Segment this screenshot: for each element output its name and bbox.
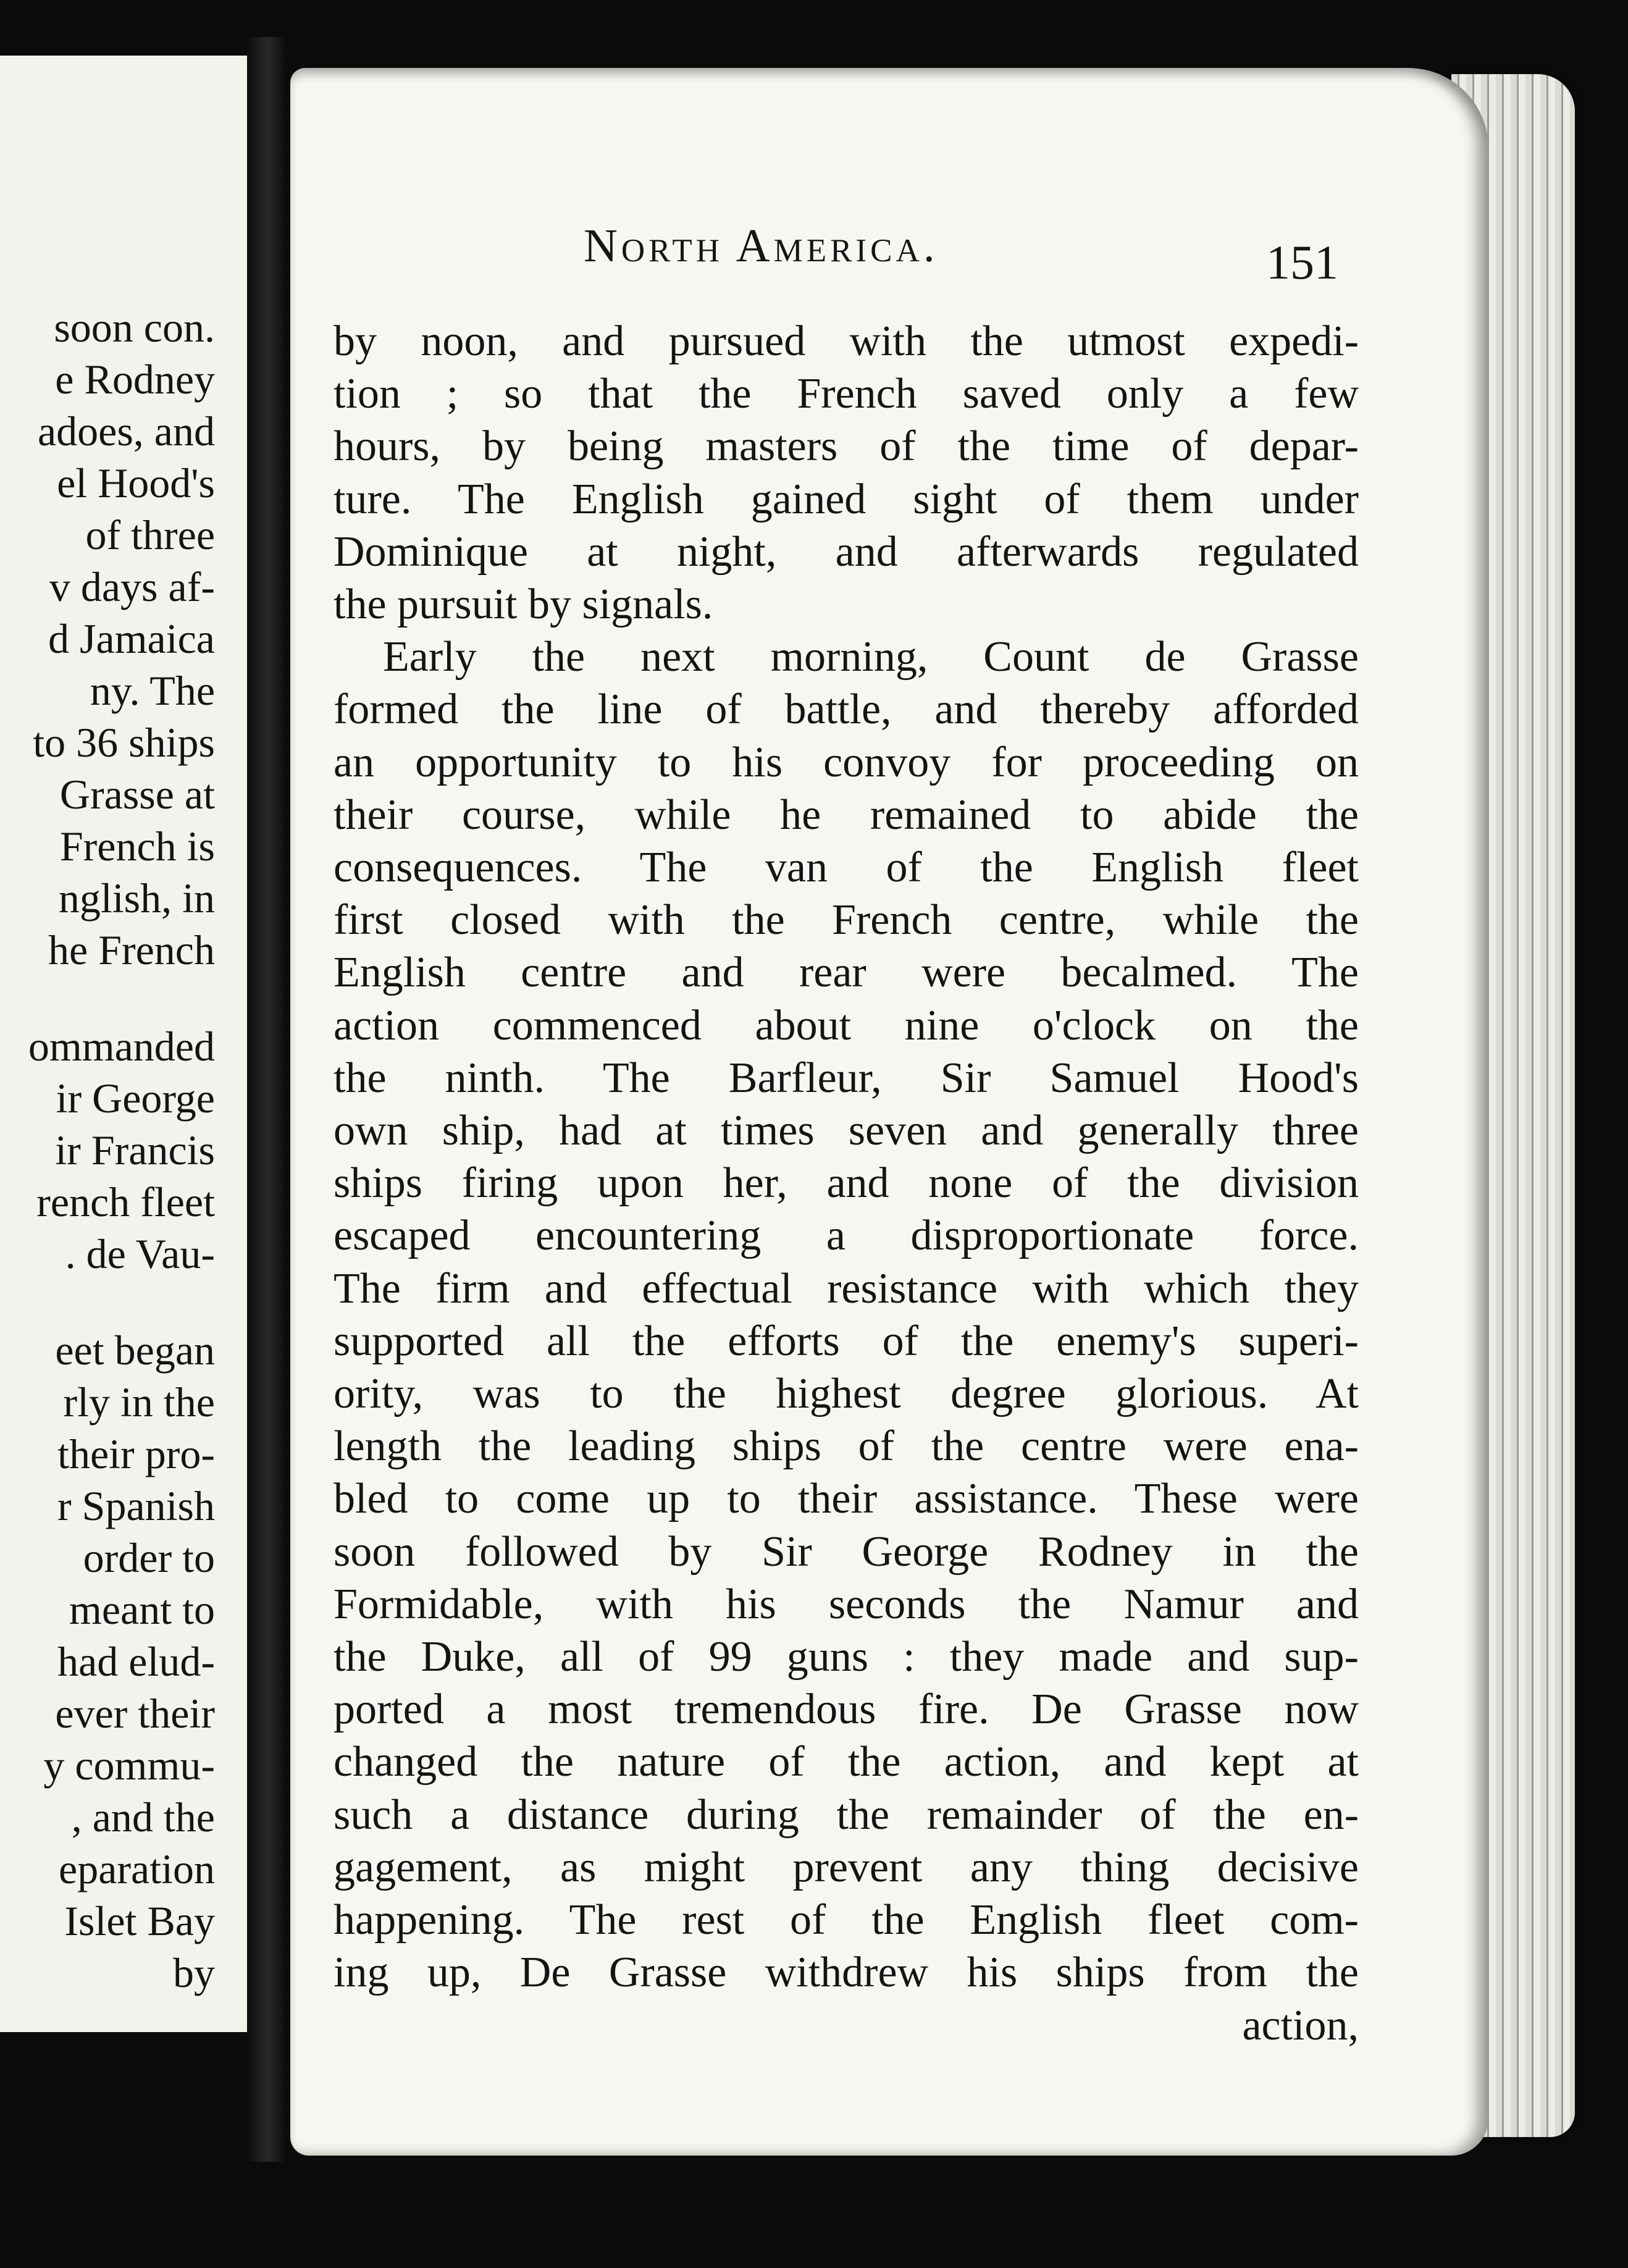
facing-line: . de Vau- bbox=[65, 1230, 215, 1277]
facing-line: ny. The bbox=[90, 667, 215, 714]
facing-line: he French bbox=[48, 926, 215, 973]
text-line: own ship, had at times seven and generally three bbox=[334, 1107, 1359, 1155]
facing-line: y commu- bbox=[43, 1742, 215, 1789]
book-spine-gutter bbox=[247, 37, 284, 2162]
facing-line: nglish, in bbox=[58, 875, 215, 922]
facing-line: order to bbox=[83, 1534, 215, 1581]
text-line: first closed with the French centre, while the bbox=[334, 896, 1359, 944]
facing-line: rly in the bbox=[63, 1379, 215, 1426]
text-line: action commenced about nine o'clock on the bbox=[334, 1001, 1359, 1049]
facing-line: soon con. bbox=[54, 304, 215, 351]
facing-page-left bbox=[0, 56, 251, 2032]
text-line: an opportunity to his convoy for proceeding on bbox=[334, 738, 1359, 786]
text-line: ships firing upon her, and none of the division bbox=[334, 1159, 1359, 1208]
text-line: changed the nature of the action, and kept at bbox=[334, 1738, 1359, 1786]
running-head: North America. bbox=[584, 220, 939, 272]
text-line: happening. The rest of the English fleet com- bbox=[334, 1896, 1359, 1944]
text-line: English centre and rear were becalmed. The bbox=[334, 949, 1359, 997]
facing-line: adoes, and bbox=[37, 408, 215, 455]
facing-line: of three bbox=[85, 511, 215, 558]
paragraph-gap bbox=[0, 1280, 215, 1324]
facing-line: r Spanish bbox=[57, 1482, 215, 1529]
page-number: 151 bbox=[1266, 235, 1338, 289]
facing-line: ir George bbox=[56, 1075, 215, 1122]
text-line: the ninth. The Barfleur, Sir Samuel Hood's bbox=[334, 1054, 1359, 1102]
text-line: ture. The English gained sight of them under bbox=[334, 475, 1359, 523]
facing-line: v days af- bbox=[49, 563, 215, 610]
body-text bbox=[334, 315, 1359, 2052]
text-line: formed the line of battle, and thereby afforded bbox=[334, 686, 1359, 734]
facing-line: eet began bbox=[55, 1327, 215, 1374]
facing-line: meant to bbox=[69, 1586, 215, 1633]
text-line: their course, while he remained to abide the bbox=[334, 791, 1359, 839]
facing-line: Grasse at bbox=[59, 771, 215, 818]
text-line: Dominique at night, and afterwards regulated bbox=[334, 527, 1359, 576]
text-line: hours, by being masters of the time of depar- bbox=[334, 422, 1359, 471]
text-line: the pursuit by signals. bbox=[334, 581, 713, 629]
paragraph-gap bbox=[0, 976, 215, 1020]
facing-line: to 36 ships bbox=[33, 719, 215, 766]
facing-line: their pro- bbox=[57, 1430, 215, 1477]
facing-line: , and the bbox=[71, 1794, 215, 1841]
facing-line: French is bbox=[59, 823, 215, 870]
text-line: such a distance during the remainder of the en- bbox=[334, 1791, 1359, 1839]
text-line: length the leading ships of the centre were ena- bbox=[334, 1422, 1359, 1471]
facing-line: ever their bbox=[55, 1690, 215, 1737]
text-line: ority, was to the highest degree glorious. At bbox=[334, 1370, 1359, 1418]
catchword: action, bbox=[1242, 2001, 1359, 2049]
facing-line: el Hood's bbox=[57, 460, 215, 506]
facing-page-text bbox=[0, 301, 215, 1999]
text-line: bled to come up to their assistance. These were bbox=[334, 1475, 1359, 1523]
facing-line: ir Francis bbox=[55, 1127, 215, 1174]
text-line: by noon, and pursued with the utmost expedi- bbox=[334, 317, 1359, 365]
facing-line: d Jamaica bbox=[48, 615, 215, 662]
text-line: the Duke, all of 99 guns : they made and sup- bbox=[334, 1633, 1359, 1681]
facing-line: Islet Bay bbox=[64, 1897, 215, 1944]
text-line: The firm and effectual resistance with which they bbox=[334, 1264, 1359, 1312]
text-line: consequences. The van of the English fleet bbox=[334, 844, 1359, 892]
facing-line: rench fleet bbox=[36, 1178, 215, 1225]
text-line: escaped encountering a disproportionate force. bbox=[334, 1212, 1359, 1260]
facing-line: ommanded bbox=[28, 1023, 215, 1070]
text-line: soon followed by Sir George Rodney in the bbox=[334, 1527, 1359, 1576]
text-line: gagement, as might prevent any thing decisive bbox=[334, 1843, 1359, 1891]
text-line: Early the next morning, Count de Grasse bbox=[383, 633, 1359, 681]
facing-line: eparation bbox=[59, 1846, 215, 1892]
facing-line: had elud- bbox=[57, 1638, 215, 1685]
text-line: ported a most tremendous fire. De Grasse now bbox=[334, 1686, 1359, 1734]
text-line: ing up, De Grasse withdrew his ships from the bbox=[334, 1949, 1359, 1997]
text-line: supported all the efforts of the enemy's superi- bbox=[334, 1317, 1359, 1365]
facing-line: by bbox=[173, 1949, 215, 1996]
text-line: Formidable, with his seconds the Namur and bbox=[334, 1580, 1359, 1628]
facing-line: e Rodney bbox=[55, 356, 215, 403]
text-line: tion ; so that the French saved only a few bbox=[334, 370, 1359, 418]
